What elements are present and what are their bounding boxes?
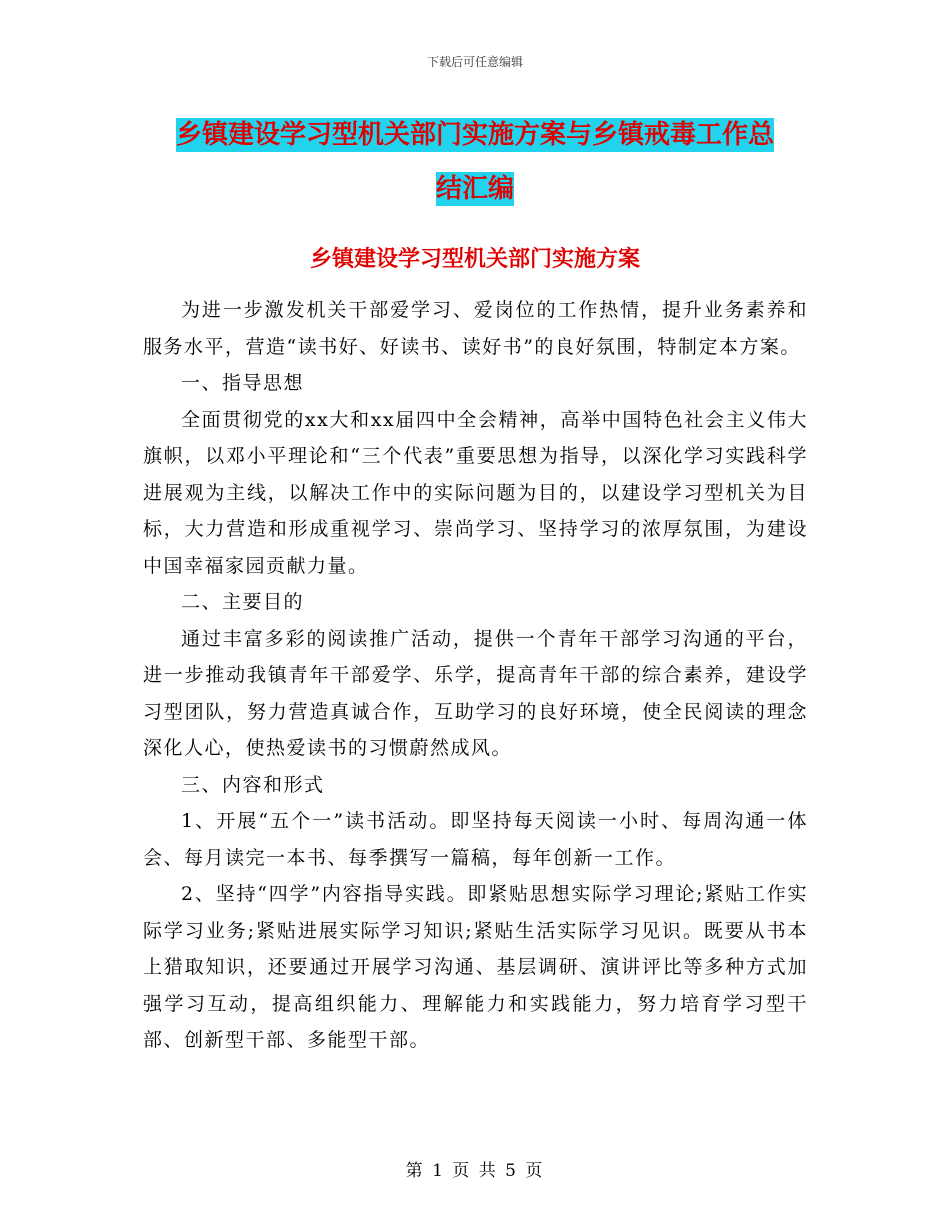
paragraph-main-purpose: 通过丰富多彩的阅读推广活动，提供一个青年干部学习沟通的平台，进一步推动我镇青年干部爱学、乐学，提高青年干部的综合素养，建设学习型团队，努力营造真诚合作，互助学习的良好环境，使全民阅读的理念深化人心，使热爱读书的习惯蔚然成风。 — [143, 627, 808, 759]
paragraph-item-2: 2、坚持“四学”内容指导实践。即紧贴思想实际学习理论;紧贴工作实际学习业务;紧贴进展实际学习知识;紧贴生活实际学习见识。既要从书本上猎取知识，还要通过开展学习沟通、基层调研、演讲评比等多种方式加强学习互动，提高组织能力、理解能力和实践能力，努力培育学习型干部、创新型干部、多能型干部。 — [143, 883, 808, 1051]
paragraph-item-1: 1、开展“五个一”读书活动。即坚持每天阅读一小时、每周沟通一体会、每月读完一本书、每季撰写一篇稿，每年创新一工作。 — [143, 810, 808, 869]
document-title — [0, 108, 950, 216]
document-title-line2: 结汇编 — [435, 174, 514, 204]
paragraph-guiding-ideology: 全面贯彻党的xx大和xx届四中全会精神，高举中国特色社会主义伟大旗帜，以邓小平理论和“三个代表”重要思想为指导，以深化学习实践科学进展观为主线，以解决工作中的实际问题为目的，以建设学习型机关为目标，大力营造和形成重视学习、崇尚学习、坚持学习的浓厚氛围，为建设中国幸福家园贡献力量。 — [143, 408, 808, 577]
section-title: 乡镇建设学习型机关部门实施方案 — [309, 247, 640, 272]
heading-guiding-ideology: 一、指导思想 — [181, 372, 305, 394]
page-number-footer: 第 1 页 共 5 页 — [405, 1161, 545, 1181]
document-title-line1: 乡镇建设学习型机关部门实施方案与乡镇戒毒工作总 — [175, 120, 774, 150]
paragraph-intro: 为进一步激发机关干部爱学习、爱岗位的工作热情，提升业务素养和服务水平，营造“读书好、好读书、读好书”的良好氛围，特制定本方案。 — [143, 299, 808, 358]
document-body — [143, 292, 808, 1059]
page-header-note: 下载后可任意编辑 — [426, 55, 523, 69]
heading-content-form: 三、内容和形式 — [181, 773, 325, 796]
heading-main-purpose: 二、主要目的 — [181, 591, 305, 613]
